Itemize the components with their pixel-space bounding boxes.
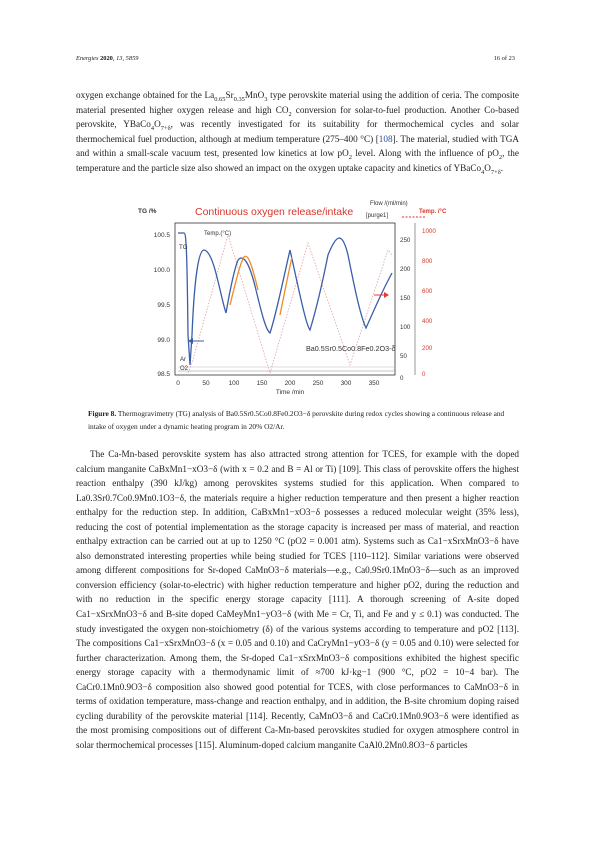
figure-8 [130, 195, 460, 400]
x-tick: 200 [284, 380, 296, 387]
temp-tick: 400 [422, 318, 433, 325]
tg-tick: 99.5 [157, 302, 170, 309]
flow-axis-label: Flow /(ml/min) [370, 201, 408, 207]
tg-ticks [154, 232, 171, 378]
citation-link[interactable]: 108 [378, 133, 393, 144]
temp-tick: 1000 [422, 228, 436, 235]
x-ticks [176, 380, 380, 387]
x-tick: 250 [312, 380, 324, 387]
flow-tick: 50 [400, 353, 407, 360]
tg-analysis-plot [130, 195, 460, 400]
ar-label: Ar [180, 357, 186, 363]
tg-tick: 98.5 [157, 371, 170, 378]
x-tick: 300 [340, 380, 352, 387]
tg-curve-label: TG [179, 244, 188, 251]
flow-ticks [400, 237, 411, 382]
journal-volume: 13 [116, 55, 123, 62]
tg-tick: 99.0 [157, 337, 170, 344]
paragraph-ca-mn: The Ca-Mn-based perovskite system has also attracted strong attention for TCES, for example with the doped calcium manganite CaBxMn1−xO3−δ (with x = 0.2 and B = Al or Ti) [109]. This class of perovskite offers the highest reaction enthalpy (390 kJ/kg) among perovskites systems studied for this application. When compared to La0.3Sr0.7Co0.9Mn0.1O3−δ, the materials require a higher reduction temperature and then present a higher reaction enthalpy for the reduction step. In addition, CaBxMn1−xO3−δ possesses a reduced molecular weight (35% less), reducing the cost of potential implementation as the storage capacity is increased per mass of material, and reaction enthalpy extraction can be carried out at up to 1250 °C (pO2 = 0.001 atm). Systems such as Ca1−xSrxMnO3−δ have also demonstrated interesting properties while being studied for TCES [110–112]. Similar variations were observed among different compositions for Sr-doped CaMnO3−δ materials—e.g., Ca0.9Sr0.1MnO3−δ—such as an improved conversion efficiency (solar-to-electric) with higher reduction temperature and higher pO2, during the reduction and with no reduction in the specific energy storage capacity [111]. A thorough screening of A-site doped Ca1−xSrxMnO3−δ and B-site doped CaMeyMn1−yO3−δ (with Me = Cr, Ti, and Fe and y ≤ 0.1) was conducted. The study investigated the oxygen non-stoichiometry (δ) of the various systems according to temperature and pO2 [113]. The compositions Ca1−xSrxMnO3−δ (x = 0.05 and 0.10) and CaCryMn1−yO3−δ (y = 0.05 and 0.10) were selected for further characterization. Among them, the Sr-doped Ca1−xSrxMnO3−δ compositions exhibited the highest specific energy storage capacity with a thermodynamic limit of ≈700 kJ·kg−1 (900 °C, pO2 = 10−4 bar). The CaCr0.1Mn0.9O3−δ composition also showed good potential for TCES, with close performances to CaMnO3−δ in terms of oxidation temperature, mass-change and reaction enthalpy, and in addition, the B-site chromium doping raised cycling durability of the perovskite material [114]. Recently, CaMnO3−δ and CaCr0.1Mn0.9O3−δ were identified as the most promising compositions out of different Ca-Mn-based perovskites studied for oxygen atmosphere control in solar thermochemical processes [115]. Aluminum-doped calcium manganite CaAl0.2Mn0.8O3−δ particles [76, 449, 519, 750]
paragraph-intro: oxygen exchange obtained for the $La_{0.65}Sr_{0.35}MnO_3$ type perovskite material using the addition of ceria. The composite material presented higher oxygen release and high $CO_2$ conversion for solar-to-fuel production. Another Co-based perovskite, $YBaCo_4O_{7+\delta}$, was recently investigated for its suitability for thermochemical cycles and solar thermochemical fuel production, although at medium temperature (275–400 °C) [108]. The material, studied with TGA and within a small-scale vacuum test, presented low kinetics at low $pO_2$ level. Along with the influence of $pO_2$, the temperature and the particle size also showed an impact on the oxygen uptake capacity and kinetics of $YBaCo_4O_{7+\delta}$. [76, 90, 519, 176]
x-tick: 150 [256, 380, 268, 387]
tg-tick: 100.0 [153, 267, 170, 274]
article-number: 5859 [125, 55, 139, 62]
page-number: 16 of 23 [493, 55, 515, 62]
temp-tick: 600 [422, 288, 433, 295]
caption-label: Figure 8. [88, 409, 117, 418]
figure-caption [88, 408, 508, 433]
blue-arrow-icon [188, 338, 204, 344]
temp-ticks [422, 228, 436, 378]
flow-tick: 250 [400, 237, 411, 244]
x-tick: 50 [202, 380, 210, 387]
flow-tick: 0 [400, 375, 404, 382]
x-tick: 100 [228, 380, 240, 387]
o2-label: O2 [180, 366, 189, 372]
flow-tick: 100 [400, 324, 411, 331]
purge-label: [purge1] [366, 213, 389, 219]
x-tick: 0 [176, 380, 180, 387]
temp-curve-label: Temp.(°C) [204, 231, 232, 237]
tg-axis-label: TG /% [138, 208, 157, 215]
tg-tick: 100.5 [153, 232, 170, 239]
temp-tick: 0 [422, 371, 426, 378]
x-tick: 350 [368, 380, 380, 387]
flow-tick: 200 [400, 266, 411, 273]
temp-tick: 200 [422, 345, 433, 352]
flow-tick: 150 [400, 295, 411, 302]
formula-label: Ba0.5Sr0.5Co0.8Fe0.2O3-δ [306, 344, 396, 353]
x-axis-label: Time /min [275, 389, 305, 396]
caption-text: Thermogravimetry (TG) analysis of Ba0.5Sr0.5Co0.8Fe0.2O3−δ perovskite during redox cycles showing a continuous release and intake of oxygen under a dynamic heating program in 20% O2/Ar. [88, 409, 505, 431]
running-header: Energies 2020, 13, 5859 [76, 55, 139, 62]
journal-year: 2020 [100, 55, 113, 62]
journal-name: Energies [76, 55, 99, 62]
temp-tick: 800 [422, 258, 433, 265]
figure-title: Continuous oxygen release/intake [195, 206, 354, 218]
temp-axis-label: Temp. /°C [419, 209, 447, 215]
